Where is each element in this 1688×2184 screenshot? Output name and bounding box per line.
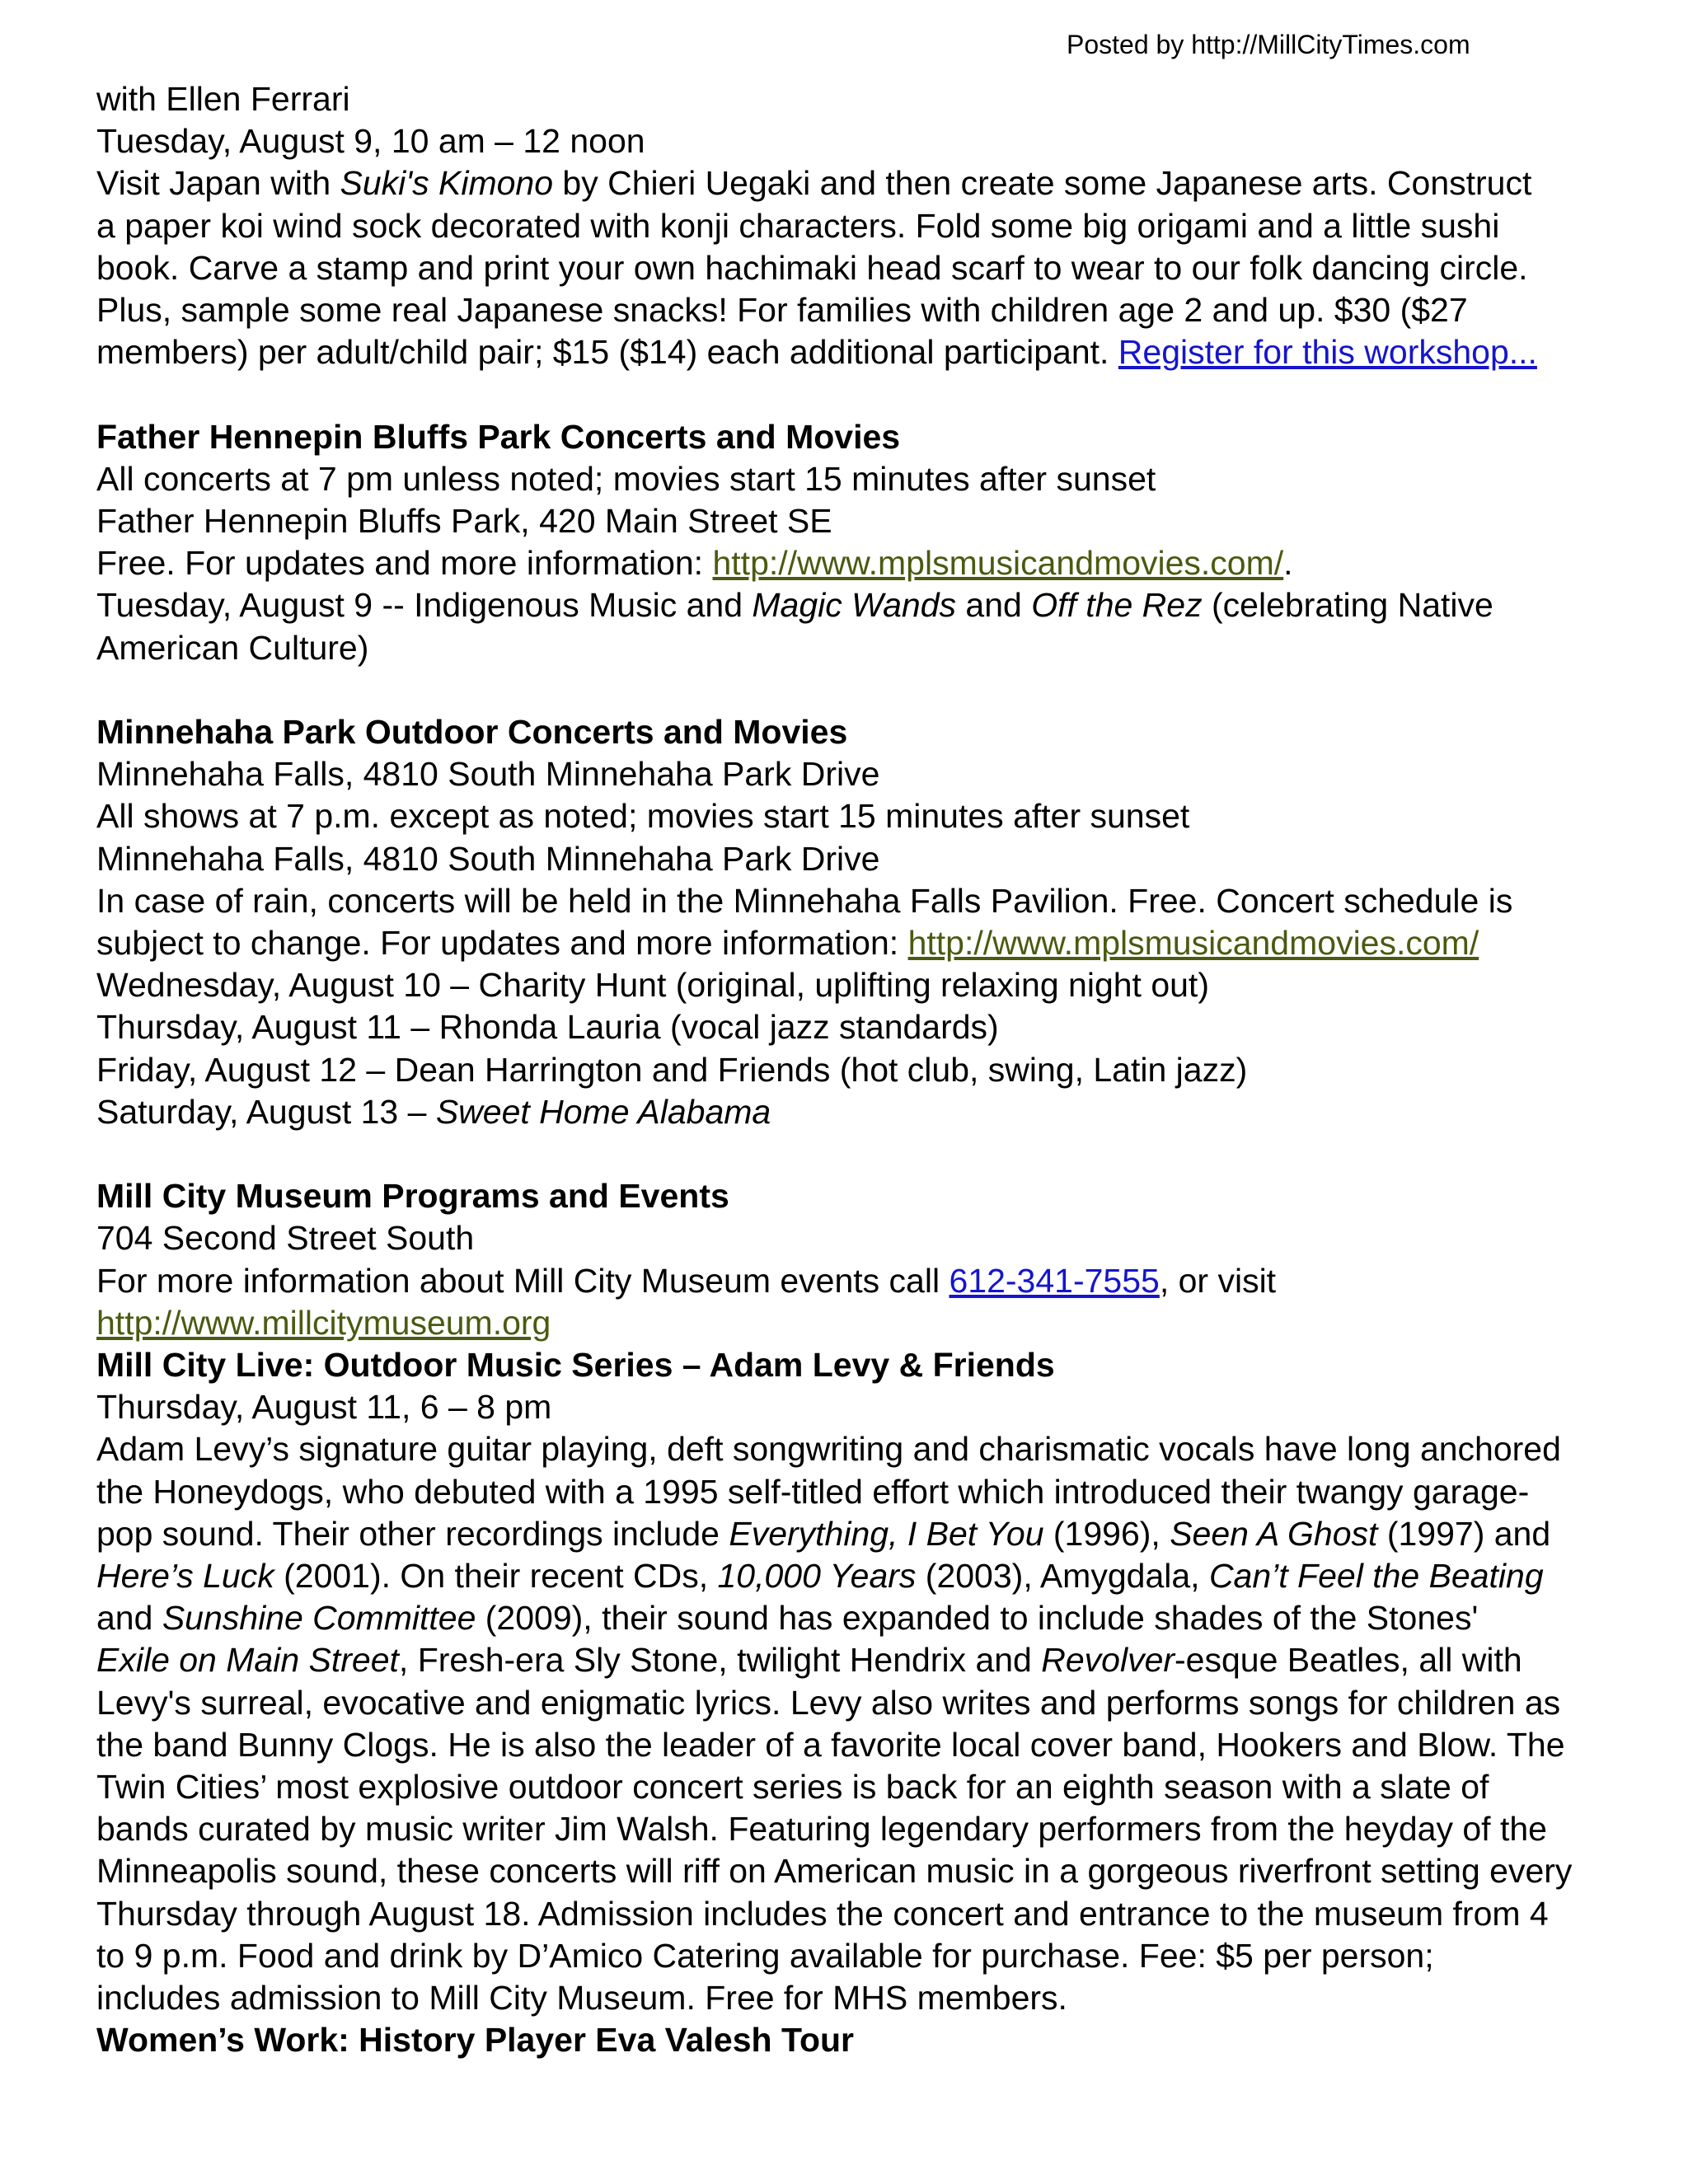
event-description-line: pop sound. Their other recordings include Everything, I Bet You (1996), Seen A Ghost (1997) and [96, 1514, 1551, 1553]
workshop-date: Tuesday, August 9, 10 am – 12 noon [96, 122, 645, 161]
hennepin-line: Father Hennepin Bluffs Park, 420 Main Street SE [96, 502, 832, 541]
section-heading-hennepin: Father Hennepin Bluffs Park Concerts and Movies [96, 417, 901, 456]
museum-url-line [96, 1302, 1646, 1344]
minnehaha-line: Minnehaha Falls, 4810 South Minnehaha Park Drive [96, 755, 880, 794]
event-description-line: and Sunshine Committee (2009), their sound has expanded to include shades of the Stones' [96, 1599, 1479, 1638]
event-description-line: Twin Cities’ most explosive outdoor concert series is back for an eighth season with a slate of [96, 1768, 1489, 1807]
hennepin-event-cont: American Culture) [96, 628, 369, 667]
posted-by-header: Posted by http://MillCityTimes.com [1067, 30, 1470, 59]
movie-title: Off the Rez [1031, 586, 1203, 625]
museum-address: 704 Second Street South [96, 1219, 475, 1258]
museum-phone-link[interactable]: 612-341-7555 [949, 1261, 1160, 1300]
workshop-description-line: Plus, sample some real Japanese snacks! For families with children age 2 and up. $30 ($27 [96, 291, 1468, 330]
event-description-line: Here’s Luck (2001). On their recent CDs, 10,000 Years (2003), Amygdala, Can’t Feel the Beating [96, 1557, 1544, 1596]
minnehaha-line: Minnehaha Falls, 4810 South Minnehaha Park Drive [96, 839, 880, 878]
movie-title: Magic Wands [752, 586, 957, 625]
minnehaha-line: All shows at 7 p.m. except as noted; movies start 15 minutes after sunset [96, 797, 1190, 836]
movie-title: Sweet Home Alabama [435, 1092, 771, 1131]
workshop-description-line: a paper koi wind sock decorated with konji characters. Fold some big origami and a little sushi [96, 206, 1500, 245]
workshop-description-line: members) per adult/child pair; $15 ($14) each additional participant. Register for this workshop... [96, 333, 1537, 372]
section-heading-museum: Mill City Museum Programs and Events [96, 1177, 729, 1216]
minnehaha-line: In case of rain, concerts will be held in the Minnehaha Falls Pavilion. Free. Concert schedule is [96, 881, 1513, 920]
minnehaha-event: Friday, August 12 – Dean Harrington and Friends (hot club, swing, Latin jazz) [96, 1050, 1248, 1089]
minnehaha-website-link[interactable]: http://www.mplsmusicandmovies.com/ [907, 924, 1479, 963]
museum-info: For more information about Mill City Museum events call 612-341-7555, or visit [96, 1261, 1277, 1300]
event-description-line: Minneapolis sound, these concerts will riff on American music in a gorgeous riverfront setting every [96, 1852, 1573, 1891]
event-description-line: the Honeydogs, who debuted with a 1995 self-titled effort which introduced their twangy garage- [96, 1472, 1530, 1511]
minnehaha-event: Saturday, August 13 – Sweet Home Alabama [96, 1092, 771, 1131]
book-title: Suki's Kimono [340, 164, 554, 203]
event-description-line: Adam Levy’s signature guitar playing, deft songwriting and charismatic vocals have long anchored [96, 1430, 1561, 1469]
workshop-description-line: Visit Japan with Suki's Kimono by Chieri Uegaki and then create some Japanese arts. Construct [96, 164, 1532, 203]
section-heading-minnehaha: Minnehaha Park Outdoor Concerts and Movies [96, 713, 848, 752]
document-body [96, 78, 1646, 2062]
event-description-line: Levy's surreal, evocative and enigmatic lyrics. Levy also writes and performs songs for children as [96, 1683, 1561, 1722]
event-description-line: Exile on Main Street, Fresh-era Sly Stone, twilight Hendrix and Revolver-esque Beatles, all with [96, 1641, 1522, 1680]
hennepin-line: All concerts at 7 pm unless noted; movies start 15 minutes after sunset [96, 459, 1156, 498]
event-description-line: includes admission to Mill City Museum. Free for MHS members. [96, 1979, 1067, 2018]
hennepin-event: Tuesday, August 9 -- Indigenous Music and Magic Wands and Off the Rez (celebrating Native [96, 586, 1493, 625]
minnehaha-event: Thursday, August 11 – Rhonda Lauria (vocal jazz standards) [96, 1008, 999, 1047]
minnehaha-event: Wednesday, August 10 – Charity Hunt (original, uplifting relaxing night out) [96, 966, 1209, 1005]
workshop-host: with Ellen Ferrari [96, 80, 350, 118]
minnehaha-line: subject to change. For updates and more information: http://www.mplsmusicandmovies.com/ [96, 924, 1479, 963]
workshop-description-line: book. Carve a stamp and print your own hachimaki head scarf to wear to our folk dancing circle. [96, 248, 1528, 287]
event-description-line: bands curated by music writer Jim Walsh. Featuring legendary performers from the heyday of the [96, 1810, 1547, 1849]
hennepin-website-link[interactable]: http://www.mplsmusicandmovies.com/ [712, 544, 1284, 583]
event-description-line: to 9 p.m. Food and drink by D’Amico Catering available for purchase. Fee: $5 per person; [96, 1936, 1434, 1975]
register-workshop-link[interactable]: Register for this workshop... [1118, 333, 1537, 372]
event-heading-mill-city-live: Mill City Live: Outdoor Music Series – Adam Levy & Friends [96, 1346, 1055, 1385]
event-heading-womens-work: Women’s Work: History Player Eva Valesh Tour [96, 2021, 855, 2060]
event-description-line: Thursday through August 18. Admission includes the concert and entrance to the museum from 4 [96, 1894, 1549, 1933]
event-date: Thursday, August 11, 6 – 8 pm [96, 1388, 552, 1427]
hennepin-line: Free. For updates and more information: http://www.mplsmusicandmovies.com/. [96, 544, 1293, 583]
event-description-line: the band Bunny Clogs. He is also the leader of a favorite local cover band, Hookers and Blow. The [96, 1725, 1565, 1764]
museum-website-link[interactable]: http://www.millcitymuseum.org [96, 1303, 551, 1342]
